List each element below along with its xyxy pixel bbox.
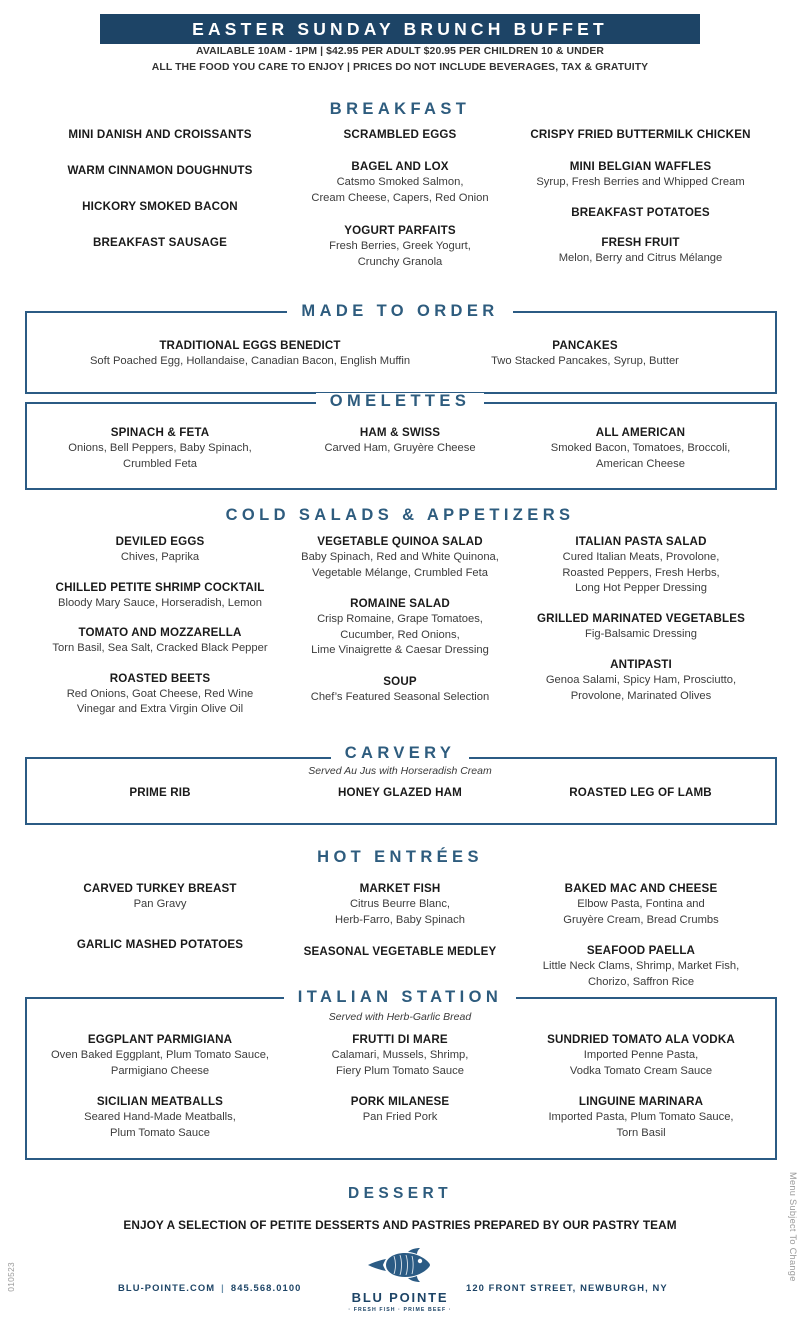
item-name: YOGURT PARFAITS [344, 224, 456, 237]
menu-item [518, 205, 763, 220]
item-name: FRUTTI DI MARE [352, 1033, 448, 1046]
item-description: Chives, Paprika [120, 551, 200, 563]
menu-item [35, 127, 285, 142]
dessert-note: ENJOY A SELECTION OF PETITE DESSERTS AND PASTRIES PREPARED BY OUR PASTRY TEAM [123, 1218, 677, 1232]
item-name: TRADITIONAL EGGS BENEDICT [159, 339, 341, 352]
menu-item [282, 596, 518, 659]
item-name: SICILIAN MEATBALLS [96, 1095, 224, 1108]
item-description: Syrup, Fresh Berries and Whipped Cream [536, 176, 745, 188]
made-to-order-column-1 [30, 338, 470, 380]
item-description: Two Stacked Pancakes, Syrup, Butter [491, 355, 679, 367]
menu-item [518, 127, 763, 142]
menu-item [516, 943, 766, 990]
item-description: Pan Gravy [133, 898, 187, 910]
item-description: Imported Pasta, Plum Tomato Sauce, Torn Basil [548, 1111, 734, 1139]
menu-item [35, 235, 285, 250]
page-title: EASTER SUNDAY BRUNCH BUFFET [100, 14, 700, 44]
menu-item [30, 580, 290, 612]
item-name: PANCAKES [552, 339, 618, 352]
item-description: Fig-Balsamic Dressing [585, 627, 697, 640]
item-name: SEAFOOD PAELLA [586, 944, 696, 957]
item-name: MARKET FISH [359, 882, 441, 895]
menu-item [30, 1032, 290, 1079]
item-name: MINI DANISH AND CROISSANTS [68, 128, 252, 141]
item-name: PRIME RIB [129, 786, 191, 799]
menu-item [280, 127, 520, 142]
item-description: Chef’s Featured Seasonal Selection [310, 690, 490, 703]
item-description: Calamari, Mussels, Shrimp, Fiery Plum Tomato Sauce [331, 1049, 469, 1077]
item-description: Fresh Berries, Greek Yogurt, Crunchy Granola [329, 240, 471, 268]
carvery-column-1 [35, 785, 285, 810]
menu-item [518, 159, 763, 191]
breakfast-column-2 [280, 127, 520, 280]
italian-station-column-2 [282, 1032, 518, 1136]
item-name: ROASTED LEG OF LAMB [569, 786, 712, 799]
item-name: WARM CINNAMON DOUGHNUTS [67, 164, 253, 177]
item-description: Citrus Beurre Blanc, Herb-Farro, Baby Spinach [335, 898, 465, 926]
website-link[interactable]: BLU-POINTE.COM [118, 1282, 216, 1293]
carvery-subtitle: Served Au Jus with Horseradish Cream [308, 765, 492, 777]
item-name: MINI BELGIAN WAFFLES [569, 160, 712, 173]
section-heading-breakfast: BREAKFAST [329, 100, 471, 118]
item-name: PORK MILANESE [350, 1095, 450, 1108]
item-description: Pan Fried Pork [362, 1111, 438, 1123]
item-description: Crisp Romaine, Grape Tomatoes, Cucumber, Red Onions, Lime Vinaigrette & Caesar Dressing [311, 613, 489, 656]
menu-item [280, 425, 520, 457]
made-to-order-column-2 [440, 338, 730, 380]
item-name: ALL AMERICAN [595, 426, 686, 439]
menu-item [280, 223, 520, 270]
item-name: ROASTED BEETS [109, 671, 211, 685]
item-description: Cured Italian Meats, Provolone, Roasted Peppers, Fresh Herbs, Long Hot Pepper Dressing [562, 551, 720, 594]
item-description: Little Neck Clams, Shrimp, Market Fish, Chorizo, Saffron Rice [542, 960, 740, 988]
item-name: LINGUINE MARINARA [578, 1095, 704, 1108]
item-description: Soft Poached Egg, Hollandaise, Canadian Bacon, English Muffin [89, 355, 411, 367]
menu-item [280, 785, 520, 800]
fish-icon [364, 1246, 436, 1284]
item-name: GARLIC MASHED POTATOES [76, 937, 244, 951]
item-name: ITALIAN PASTA SALAD [575, 535, 707, 548]
item-description: Imported Penne Pasta, Vodka Tomato Cream Sauce [569, 1049, 713, 1077]
hot-entrees-column-1 [35, 881, 285, 962]
omelettes-column-1 [35, 425, 285, 482]
item-name: FRESH FRUIT [601, 235, 680, 249]
item-description: Onions, Bell Peppers, Baby Spinach, Crumbled Feta [68, 442, 252, 470]
logo-wordmark: BLU POINTE [351, 1290, 449, 1305]
menu-item [282, 534, 518, 581]
item-name: GRILLED MARINATED VEGETABLES [537, 611, 745, 625]
menu-item [30, 1094, 290, 1141]
cold-salads-column-3 [516, 534, 766, 714]
item-name: SPINACH & FETA [110, 426, 210, 439]
item-name: HICKORY SMOKED BACON [82, 200, 238, 213]
section-heading-text: CARVERY [331, 745, 470, 762]
menu-item [280, 944, 520, 959]
item-name: EGGPLANT PARMIGIANA [87, 1033, 233, 1046]
item-description: Bloody Mary Sauce, Horseradish, Lemon [58, 596, 262, 609]
italian-station-column-3 [516, 1032, 766, 1151]
policy-line: ALL THE FOOD YOU CARE TO ENJOY | PRICES DO NOT INCLUDE BEVERAGES, TAX & GRATUITY [151, 62, 649, 73]
menu-item [516, 881, 766, 928]
section-heading-text: ITALIAN STATION [284, 989, 516, 1006]
availability-pricing-line: AVAILABLE 10AM - 1PM | $42.95 PER ADULT $20.95 PER CHILDREN 10 & UNDER [196, 46, 604, 57]
item-name: TOMATO AND MOZZARELLA [78, 626, 242, 639]
cold-salads-column-1 [30, 534, 290, 728]
item-description: Smoked Bacon, Tomatoes, Broccoli, American Cheese [550, 442, 731, 470]
item-description: Torn Basil, Sea Salt, Cracked Black Pepper [52, 642, 268, 654]
menu-subject-to-change-note: Menu Subject To Change [788, 1172, 798, 1282]
section-heading-text: MADE TO ORDER [287, 303, 512, 320]
menu-item [516, 1032, 766, 1079]
menu-item [280, 881, 520, 928]
breakfast-column-1 [35, 127, 285, 260]
menu-item [518, 785, 763, 800]
breakfast-column-3 [518, 127, 763, 276]
menu-item [440, 338, 730, 370]
item-name: SEASONAL VEGETABLE MEDLEY [303, 945, 497, 958]
footer-address: 120 FRONT STREET, NEWBURGH, NY [466, 1282, 668, 1293]
menu-item [30, 338, 470, 370]
carvery-column-3 [518, 785, 763, 810]
menu-item [516, 657, 766, 704]
item-name: SCRAMBLED EGGS [343, 128, 457, 141]
item-name: HAM & SWISS [359, 426, 441, 439]
item-name: BREAKFAST SAUSAGE [93, 236, 227, 249]
print-code: 010523 [6, 1262, 16, 1292]
item-description: Catsmo Smoked Salmon, Cream Cheese, Capers, Red Onion [311, 176, 489, 204]
item-name: SUNDRIED TOMATO ALA VODKA [547, 1033, 735, 1046]
menu-item [30, 534, 290, 566]
phone-number[interactable]: 845.568.0100 [230, 1282, 302, 1293]
item-description: Carved Ham, Gruyère Cheese [324, 442, 476, 454]
menu-item [280, 159, 520, 206]
item-description: Melon, Berry and Citrus Mélange [558, 251, 723, 264]
section-heading-cold-salads: COLD SALADS & APPETIZERS [225, 506, 575, 524]
logo-tagline: · FRESH FISH · PRIME BEEF · [348, 1307, 452, 1313]
menu-item [35, 163, 285, 178]
item-description: Red Onions, Goat Cheese, Red Wine Vinegar and Extra Virgin Olive Oil [66, 687, 254, 715]
cold-salads-column-2 [282, 534, 518, 715]
item-name: CRISPY FRIED BUTTERMILK CHICKEN [530, 128, 751, 141]
item-description: Baby Spinach, Red and White Quinona, Vegetable Mélange, Crumbled Feta [301, 551, 499, 579]
item-name: ROMAINE SALAD [350, 597, 450, 610]
item-name: BREAKFAST POTATOES [571, 205, 710, 219]
menu-item [282, 1032, 518, 1079]
footer-separator: | [221, 1282, 225, 1293]
italian-station-subtitle: Served with Herb-Garlic Bread [328, 1011, 472, 1023]
menu-item [35, 881, 285, 913]
menu-item [516, 611, 766, 643]
omelettes-column-2 [280, 425, 520, 467]
section-heading-text: OMELETTES [316, 393, 484, 410]
item-name: CARVED TURKEY BREAST [83, 882, 237, 895]
menu-item [516, 1094, 766, 1141]
item-name: DEVILED EGGS [115, 535, 205, 548]
menu-item [35, 785, 285, 800]
item-name: CHILLED PETITE SHRIMP COCKTAIL [55, 580, 265, 594]
hot-entrees-column-2 [280, 881, 520, 969]
menu-item [35, 199, 285, 214]
item-description: Seared Hand-Made Meatballs, Plum Tomato Sauce [84, 1111, 236, 1139]
omelettes-column-3 [518, 425, 763, 482]
item-description: Genoa Salami, Spicy Ham, Prosciutto, Provolone, Marinated Olives [545, 674, 737, 702]
menu-item [282, 1094, 518, 1126]
italian-station-column-1 [30, 1032, 290, 1151]
brand-logo [345, 1246, 455, 1313]
menu-item [35, 937, 285, 952]
menu-item [30, 625, 290, 657]
item-name: HONEY GLAZED HAM [338, 786, 462, 799]
item-name: VEGETABLE QUINOA SALAD [317, 535, 483, 548]
item-name: ANTIPASTI [610, 658, 672, 671]
menu-item [516, 534, 766, 597]
item-name: BAGEL AND LOX [351, 160, 449, 173]
menu-item [518, 425, 763, 472]
item-description: Elbow Pasta, Fontina and Gruyère Cream, Bread Crumbs [563, 898, 719, 926]
hot-entrees-column-3 [516, 881, 766, 1000]
menu-item [30, 671, 290, 718]
item-description: Oven Baked Eggplant, Plum Tomato Sauce, Parmigiano Cheese [50, 1049, 270, 1077]
carvery-column-2 [280, 785, 520, 810]
item-name: SOUP [383, 674, 417, 688]
menu-item [518, 235, 763, 267]
menu-item [35, 425, 285, 472]
menu-item [282, 674, 518, 706]
footer-contact [118, 1282, 301, 1293]
section-heading-dessert: DESSERT [347, 1185, 452, 1202]
section-heading-hot-entrees: HOT ENTRÉES [317, 848, 483, 866]
item-name: BAKED MAC AND CHEESE [564, 882, 718, 895]
